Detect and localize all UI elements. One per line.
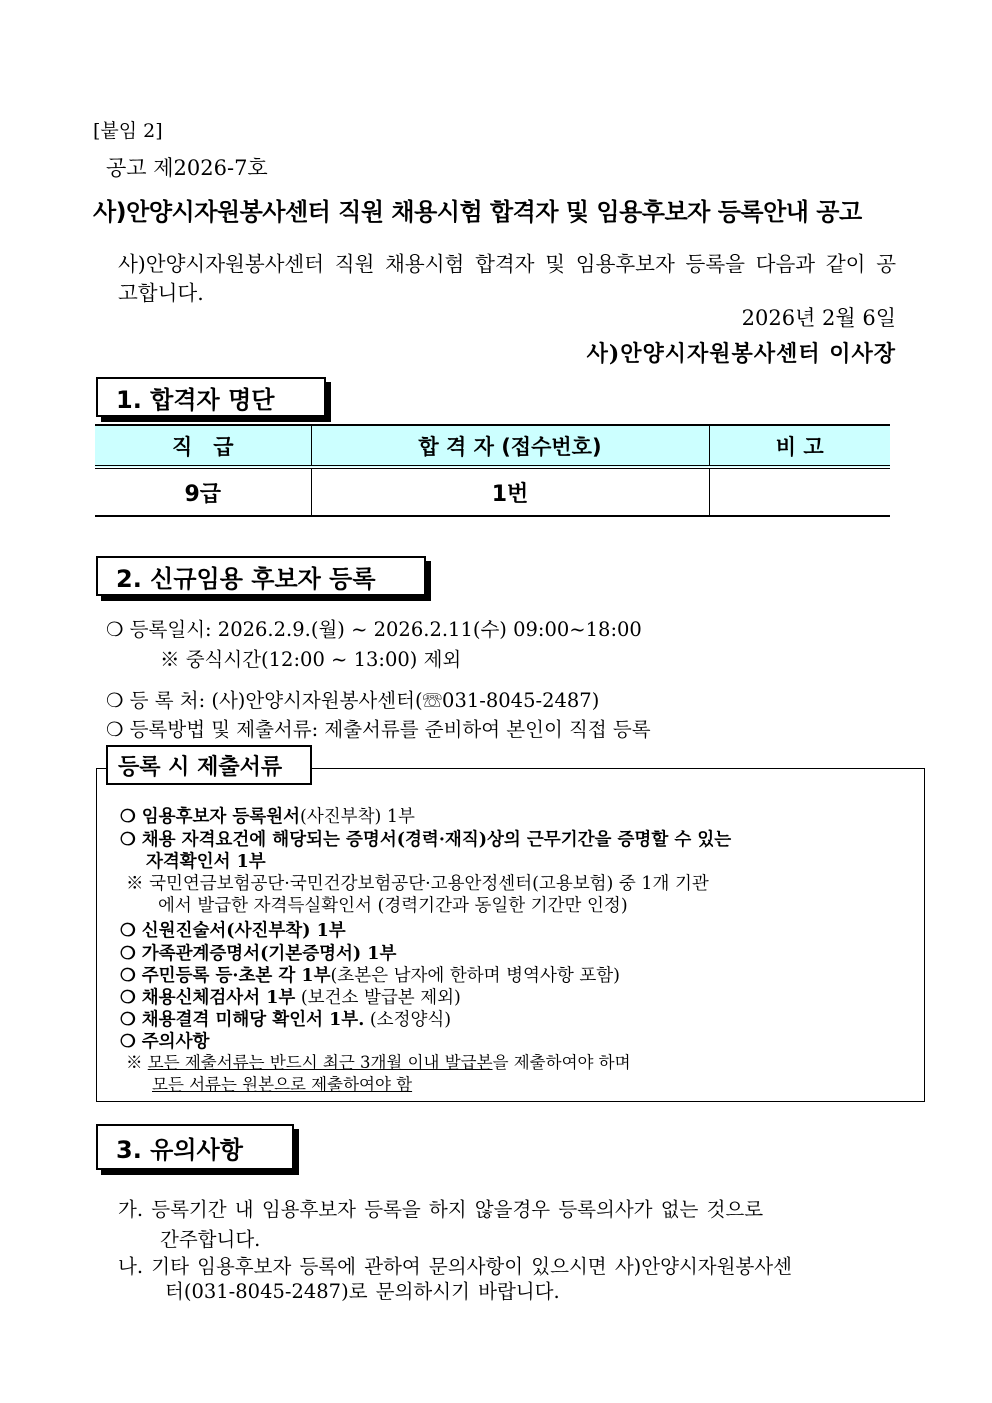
pass-table [95, 424, 890, 517]
section1-heading: 1. 합격자 명단 [96, 377, 326, 417]
registration-period: ❍ 등록일시: 2026.2.9.(월) ~ 2026.2.11(수) 09:00~18:00 [106, 618, 642, 641]
attachment-label: [붙임 2] [93, 120, 163, 142]
section3-heading: 3. 유의사항 [96, 1124, 294, 1170]
doc-item-personal-statement: ❍ 신원진술서(사진부착) 1부 [120, 921, 346, 941]
doc-item-application: ❍ 임용후보자 등록원서(사진부착) 1부 [120, 807, 415, 827]
registration-method: ❍ 등록방법 및 제출서류: 제출서류를 준비하여 본인이 직접 등록 [106, 718, 651, 741]
caution-note: ※ 모든 제출서류는 반드시 최근 3개월 이내 발급본을 제출하여야 하며 [126, 1053, 631, 1072]
cell-passer: 1번 [311, 467, 709, 516]
table-row [95, 467, 890, 516]
header-remarks: 비 고 [709, 425, 890, 467]
cell-remarks [709, 467, 890, 516]
required-documents-label: 등록 시 제출서류 [106, 745, 312, 785]
doc-item-caution: ❍ 주의사항 [120, 1032, 210, 1052]
doc-item-qualification: ❍ 채용 자격요건에 해당되는 증명서(경력·재직)상의 근무기간을 증명할 수 있는 [120, 830, 732, 850]
signer: 사)안양시자원봉사센터 이사장 [586, 341, 896, 367]
document-title: 사)안양시자원봉사센터 직원 채용시험 합격자 및 임용후보자 등록안내 공고 [93, 198, 862, 226]
note-item-b: 나. 기타 임용후보자 등록에 관하여 문의사항이 있으시면 사)안양시자원봉사센 [118, 1255, 792, 1278]
doc-note-insurance: ※ 국민연금보험공단·국민건강보험공단·고용안정센터(고용보험) 중 1개 기관 [126, 874, 709, 894]
note-item-a: 가. 등록기간 내 임용후보자 등록을 하지 않을경우 등록의사가 없는 것으로 [118, 1198, 764, 1221]
header-passer: 합 격 자 (접수번호) [311, 425, 709, 467]
doc-item-family-certificate: ❍ 가족관계증명서(기본증명서) 1부 [120, 944, 397, 964]
doc-item-disqualification: ❍ 채용결격 미해당 확인서 1부. (소정양식) [120, 1010, 452, 1030]
section2-heading: 2. 신규임용 후보자 등록 [96, 556, 426, 596]
header-grade: 직 급 [95, 425, 311, 467]
registration-place: ❍ 등 록 처: (사)안양시자원봉사센터(☏031-8045-2487) [106, 689, 600, 712]
notice-number: 공고 제2026-7호 [106, 156, 268, 180]
caution-note-cont: 모든 서류는 원본으로 제출하여야 함 [152, 1075, 413, 1094]
table-header-row [95, 425, 890, 467]
doc-item-resident-registration: ❍ 주민등록 등·초본 각 1부(초본은 남자에 한하며 병역사항 포함) [120, 966, 620, 986]
notice-date: 2026년 2월 6일 [741, 306, 896, 330]
doc-item-qualification-cont: 자격확인서 1부 [146, 852, 266, 872]
lunch-exclusion: ※ 중식시간(12:00 ~ 13:00) 제외 [160, 648, 462, 671]
note-item-b-cont: 터(031-8045-2487)로 문의하시기 바랍니다. [165, 1280, 560, 1303]
doc-item-medical-exam: ❍ 채용신체검사서 1부 (보건소 발급본 제외) [120, 988, 461, 1008]
note-item-a-cont: 간주합니다. [160, 1228, 261, 1251]
doc-note-insurance-cont: 에서 발급한 자격득실확인서 (경력기간과 동일한 기간만 인정) [158, 896, 628, 916]
intro-paragraph: 사)안양시자원봉사센터 직원 채용시험 합격자 및 임용후보자 등록을 다음과 같이 공고합니다. [118, 252, 896, 305]
cell-grade: 9급 [95, 467, 311, 516]
